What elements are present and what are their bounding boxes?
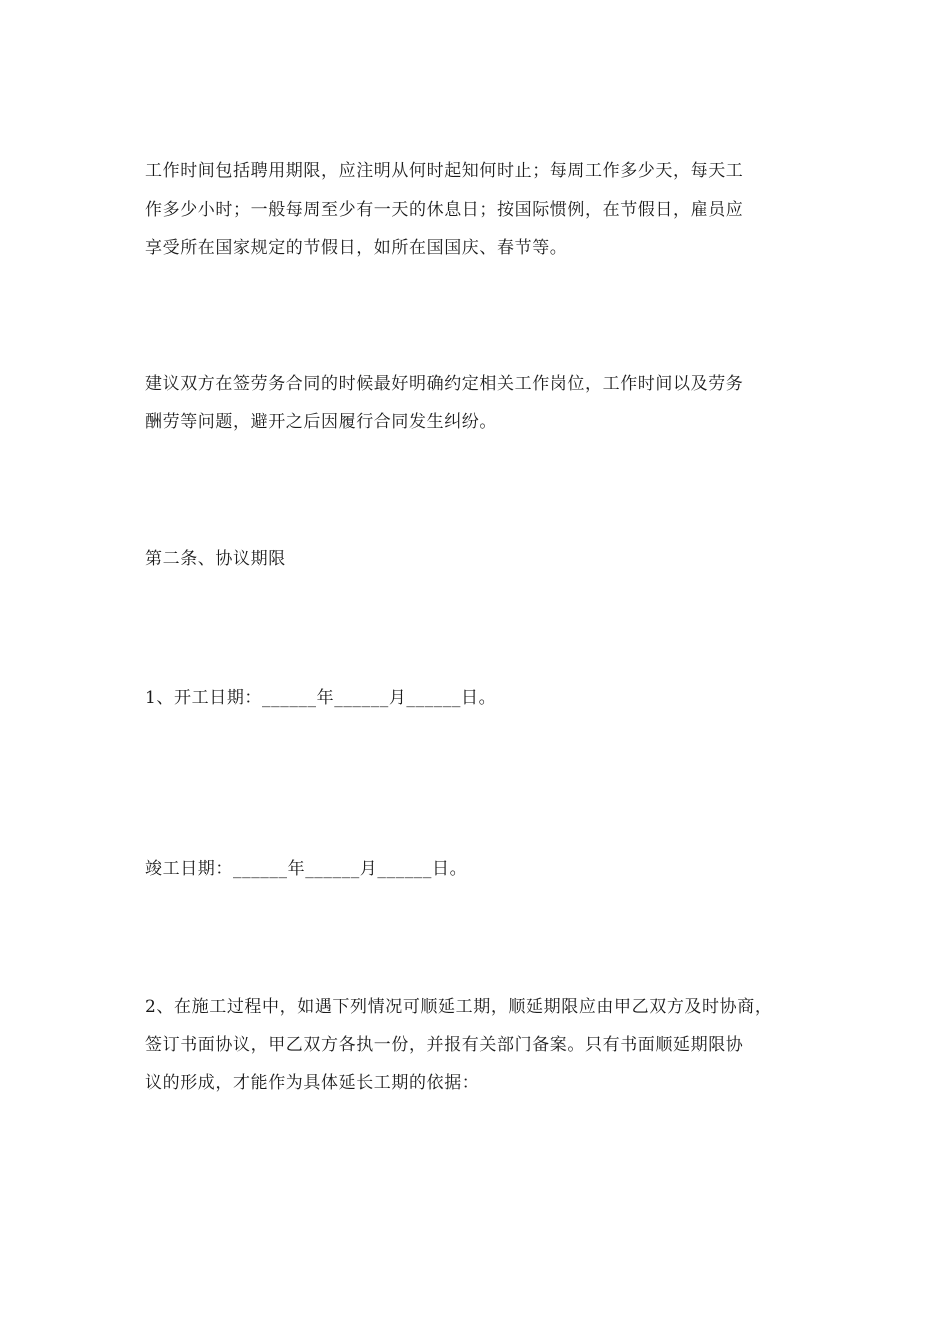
text-line: 酬劳等问题，避开之后因履行合同发生纠纷。 — [145, 412, 497, 432]
text-line: 建议双方在签劳务合同的时候最好明确约定相关工作岗位，工作时间以及劳务 — [145, 374, 744, 394]
text-line: 签订书面协议，甲乙双方各执一份，并报有关部门备案。只有书面顺延期限协 — [145, 1035, 744, 1055]
text-line: 工作时间包括聘用期限，应注明从何时起知何时止；每周工作多少天，每天工 — [145, 161, 744, 181]
text-line: 2、在施工过程中，如遇下列情况可顺延工期，顺延期限应由甲乙双方及时协商， — [145, 997, 773, 1017]
completion-date-line: 竣工日期：______年______月______日。 — [145, 859, 468, 879]
text-line: 作多少小时；一般每周至少有一天的休息日；按国际惯例，在节假日，雇员应 — [145, 200, 744, 220]
text-line: 享受所在国家规定的节假日，如所在国国庆、春节等。 — [145, 238, 568, 258]
text-line: 议的形成，才能作为具体延长工期的依据： — [145, 1073, 480, 1093]
section-title: 第二条、协议期限 — [145, 549, 286, 569]
start-date-line: 1、开工日期：______年______月______日。 — [145, 688, 497, 708]
